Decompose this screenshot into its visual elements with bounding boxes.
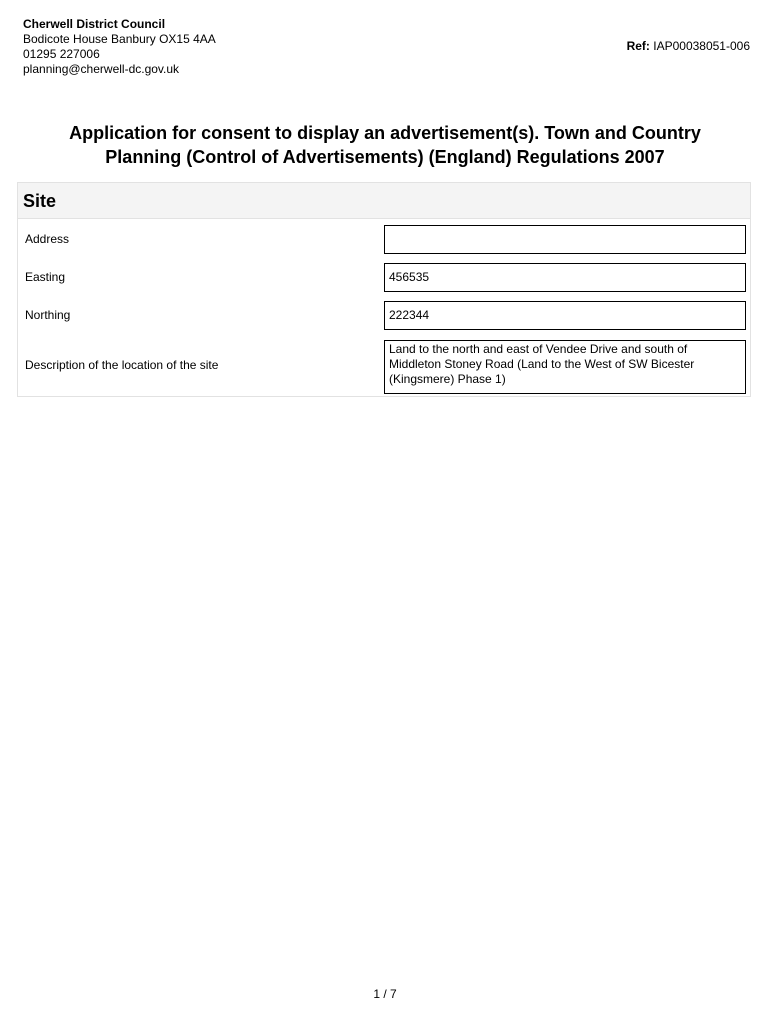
address-field <box>384 225 746 254</box>
council-email: planning@cherwell-dc.gov.uk <box>23 62 180 76</box>
page-number: 1 / 7 <box>373 987 397 1001</box>
northing-label: Northing <box>25 308 71 322</box>
council-address: Bodicote House Banbury OX15 4AA <box>23 32 216 46</box>
reference-number <box>627 39 750 54</box>
document-title: Application for consent to display an advertisement(s). Town and Country Planning (Control of Advertisements) (England) Regulations 2007 <box>69 123 701 167</box>
easting-field: 456535 <box>384 263 746 292</box>
site-section-heading: Site <box>18 183 750 219</box>
easting-label: Easting <box>25 270 66 284</box>
location-description-field: Land to the north and east of Vendee Drive and south of Middleton Stoney Road (Land to the West of SW Bicester (Kingsmere) Phase 1) <box>384 340 746 394</box>
northing-field: 222344 <box>384 301 746 330</box>
site-section <box>17 182 751 397</box>
reference-value: IAP00038051-006 <box>653 39 750 53</box>
council-name: Cherwell District Council <box>23 17 166 31</box>
council-phone: 01295 227006 <box>23 47 100 61</box>
council-contact-block <box>23 17 216 77</box>
location-description-label: Description of the location of the site <box>25 358 219 372</box>
address-label: Address <box>25 232 70 246</box>
reference-label: Ref: <box>626 39 650 53</box>
